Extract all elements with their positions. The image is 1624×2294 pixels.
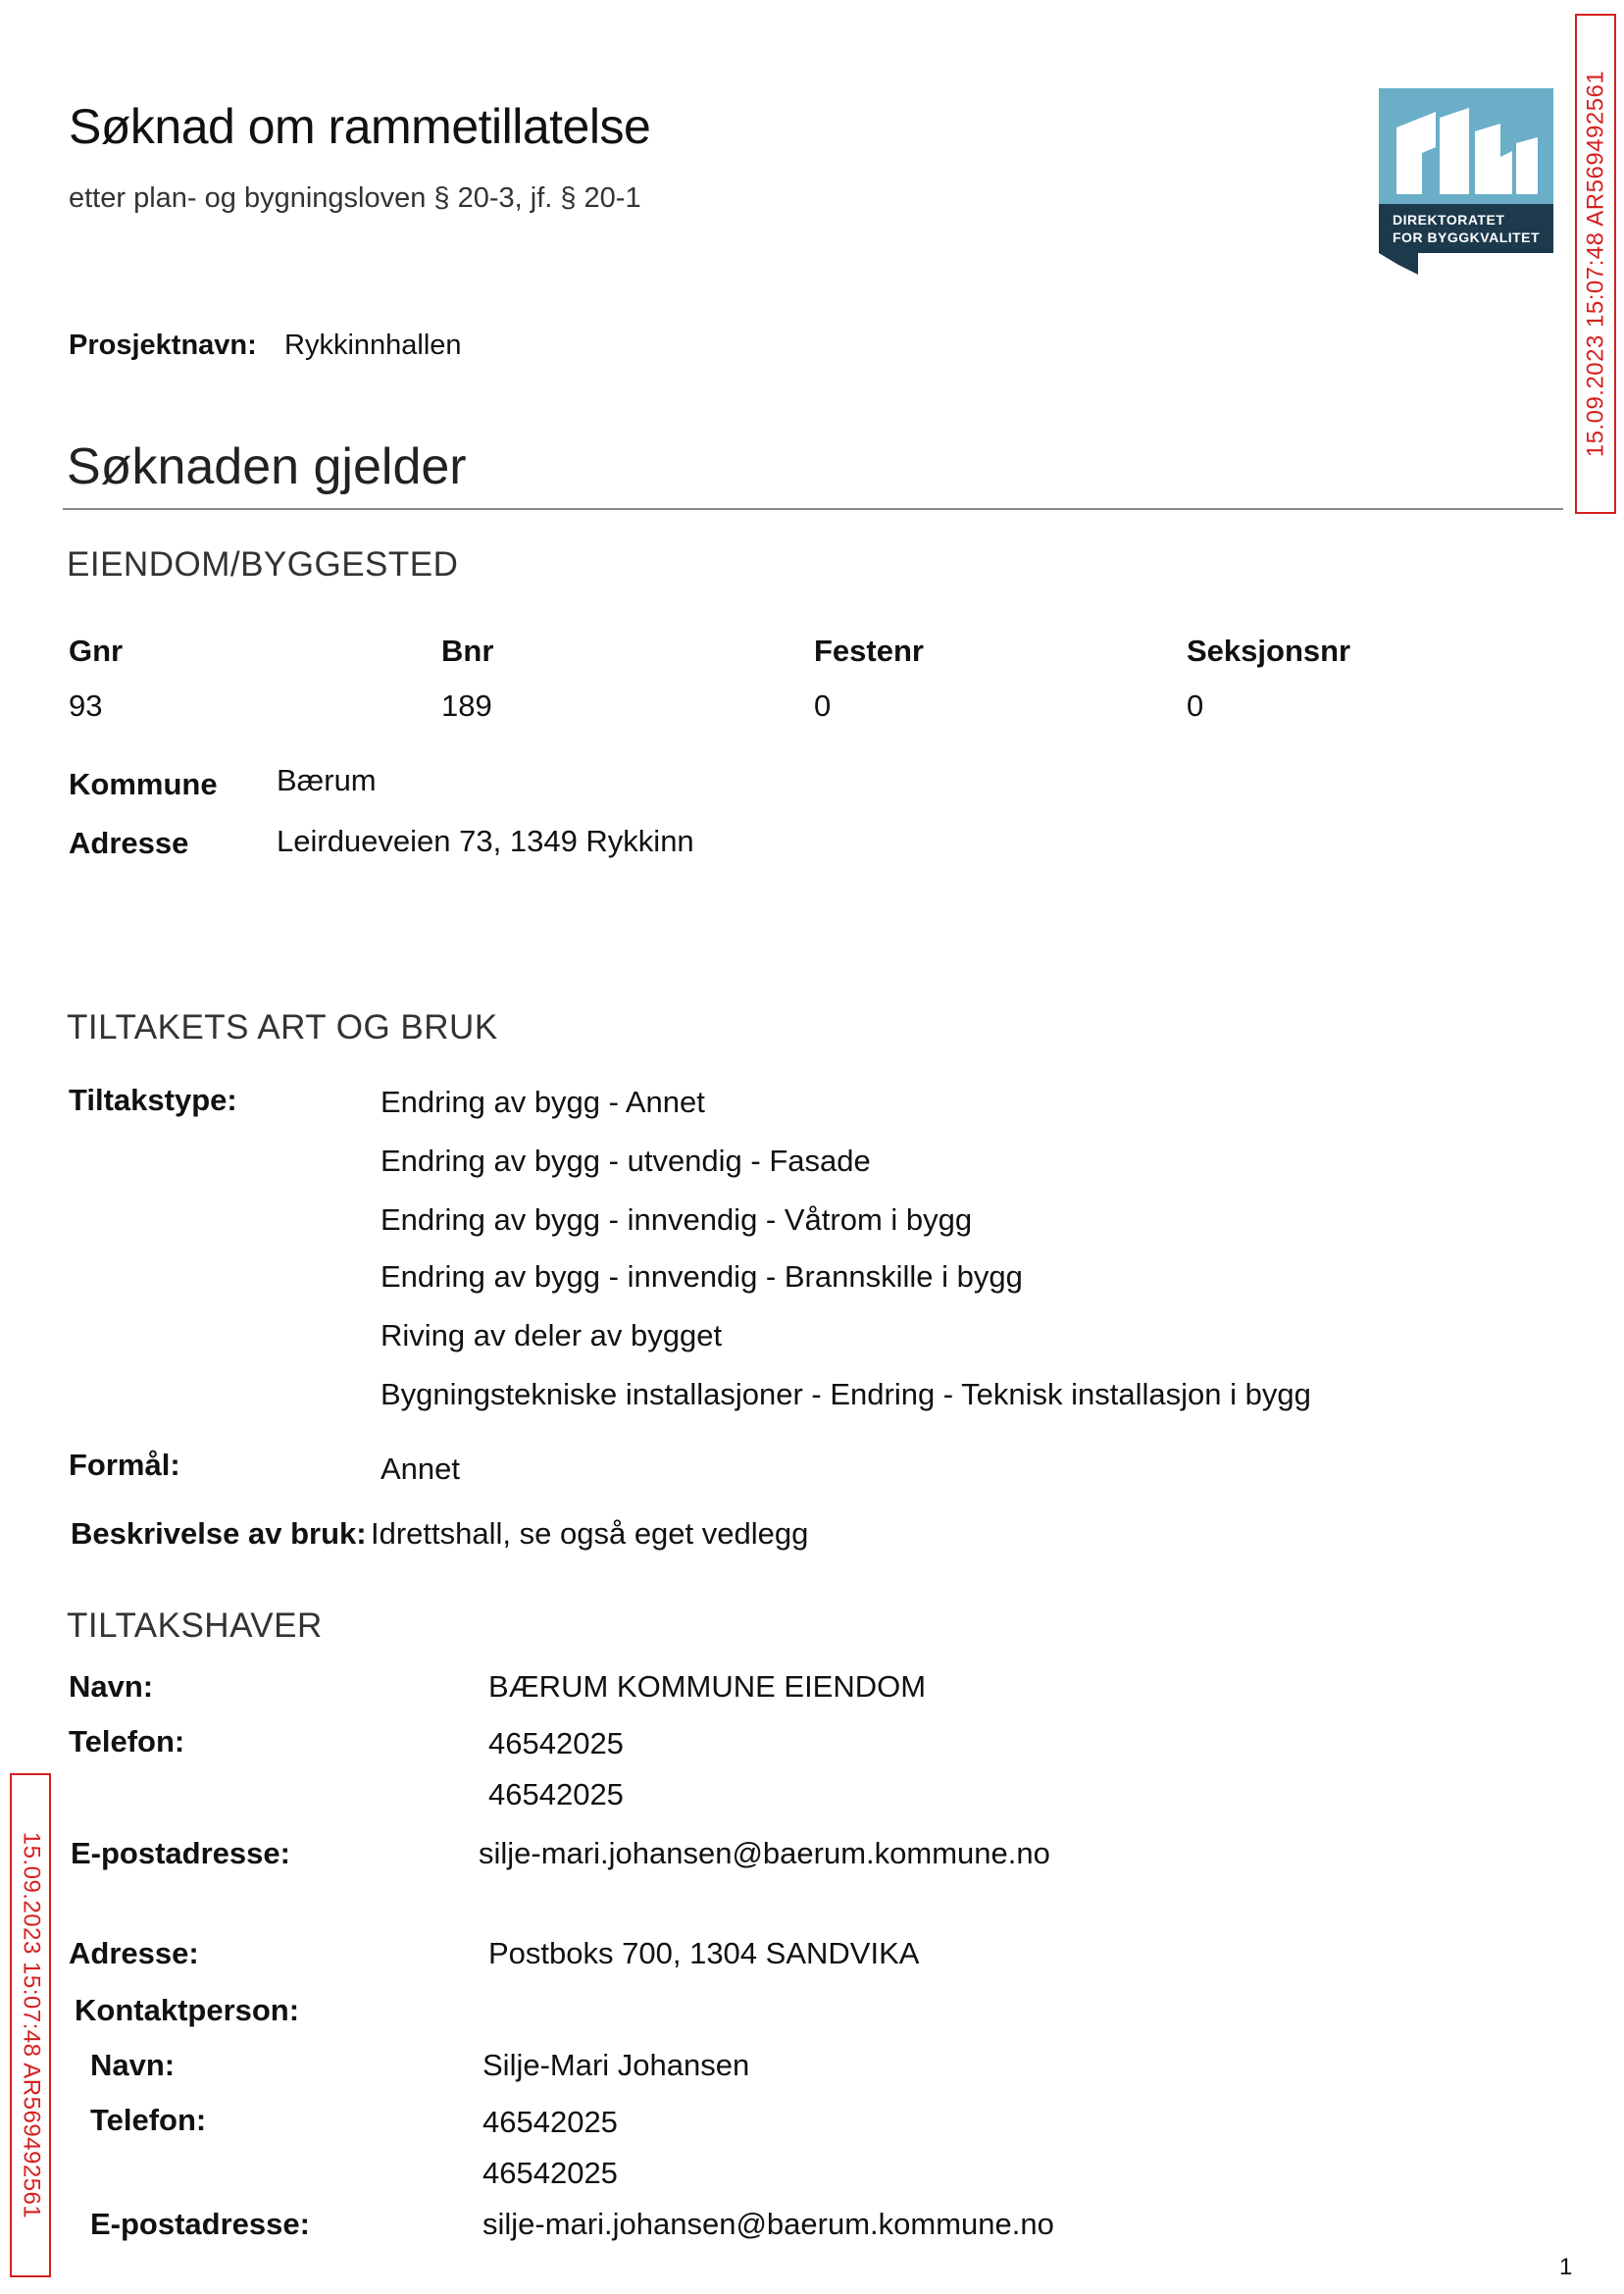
telefon-label: Telefon: xyxy=(69,1724,185,1759)
formal-label: Formål: xyxy=(69,1448,180,1482)
page-number: 1 xyxy=(1559,2254,1573,2280)
archive-stamp-text: 15.09.2023 15:07:48 AR569492561 xyxy=(18,1831,44,2219)
dibk-logo xyxy=(1379,88,1553,275)
tiltakshaver-adresse-label: Adresse: xyxy=(69,1936,199,1970)
logo-text-line2: FOR BYGGKVALITET xyxy=(1393,229,1541,245)
tiltakshaver-heading: TILTAKSHAVER xyxy=(67,1606,323,1645)
document-subtitle: etter plan- og bygningsloven § 20-3, jf. § 20-1 xyxy=(69,182,641,214)
tiltakstype-item: Riving av deler av bygget xyxy=(381,1318,723,1352)
tiltakstype-item: Endring av bygg - utvendig - Fasade xyxy=(381,1144,871,1178)
epost-value: silje-mari.johansen@baerum.kommune.no xyxy=(479,1836,1050,1870)
tiltakstype-item: Endring av bygg - innvendig - Brannskille i bygg xyxy=(381,1259,1023,1294)
logo-text-line1: DIREKTORATET xyxy=(1393,212,1505,228)
epost-label: E-postadresse: xyxy=(71,1836,290,1870)
tiltakstype-item: Endring av bygg - innvendig - Våtrom i bygg xyxy=(381,1202,973,1237)
tiltak-heading: TILTAKETS ART OG BRUK xyxy=(67,1008,498,1046)
gnr-label: Gnr xyxy=(69,634,124,668)
adresse-value: Leirdueveien 73, 1349 Rykkinn xyxy=(277,824,694,858)
navn-label: Navn: xyxy=(69,1669,154,1704)
section-title: Søknaden gjelder xyxy=(67,438,467,495)
kontaktperson-label: Kontaktperson: xyxy=(75,1993,300,2027)
festenr-value: 0 xyxy=(814,688,832,723)
bnr-label: Bnr xyxy=(441,634,494,668)
kontakt-navn-label: Navn: xyxy=(90,2048,176,2082)
bruk-label: Beskrivelse av bruk: xyxy=(71,1516,367,1551)
section-divider xyxy=(63,508,1563,510)
formal-value: Annet xyxy=(381,1452,461,1486)
kontakt-telefon-value: 46542025 xyxy=(482,2156,618,2190)
seksjonsnr-label: Seksjonsnr xyxy=(1187,634,1351,668)
kontakt-epost-label: E-postadresse: xyxy=(90,2207,310,2241)
kontakt-telefon-value: 46542025 xyxy=(482,2105,618,2139)
tiltakshaver-adresse-value: Postboks 700, 1304 SANDVIKA xyxy=(488,1936,920,1970)
bnr-value: 189 xyxy=(441,688,492,723)
navn-value: BÆRUM KOMMUNE EIENDOM xyxy=(488,1669,927,1704)
tiltakstype-label: Tiltakstype: xyxy=(69,1083,237,1117)
kontakt-navn-value: Silje-Mari Johansen xyxy=(482,2048,750,2082)
document-title: Søknad om rammetillatelse xyxy=(69,99,651,154)
adresse-label: Adresse xyxy=(69,826,189,860)
festenr-label: Festenr xyxy=(814,634,924,668)
tiltakstype-item: Bygningstekniske installasjoner - Endring - Teknisk installasjon i bygg xyxy=(381,1377,1311,1411)
property-heading: EIENDOM/BYGGESTED xyxy=(67,545,459,584)
kommune-label: Kommune xyxy=(69,767,218,801)
kontakt-epost-value: silje-mari.johansen@baerum.kommune.no xyxy=(482,2207,1054,2241)
archive-stamp-top xyxy=(1575,14,1616,514)
tiltakstype-item: Endring av bygg - Annet xyxy=(381,1085,705,1119)
telefon-value: 46542025 xyxy=(488,1726,624,1760)
archive-stamp-text: 15.09.2023 15:07:48 AR569492561 xyxy=(1582,70,1608,458)
kontakt-telefon-label: Telefon: xyxy=(90,2103,207,2137)
bruk-value: Idrettshall, se også eget vedlegg xyxy=(371,1516,809,1551)
project-label: Prosjektnavn: xyxy=(69,330,257,361)
project-value: Rykkinnhallen xyxy=(284,330,462,361)
seksjonsnr-value: 0 xyxy=(1187,688,1204,723)
kommune-value: Bærum xyxy=(277,763,377,797)
dibk-logo-icon xyxy=(1379,88,1553,275)
telefon-value: 46542025 xyxy=(488,1777,624,1811)
archive-stamp-bottom xyxy=(10,1773,51,2277)
gnr-value: 93 xyxy=(69,688,103,723)
